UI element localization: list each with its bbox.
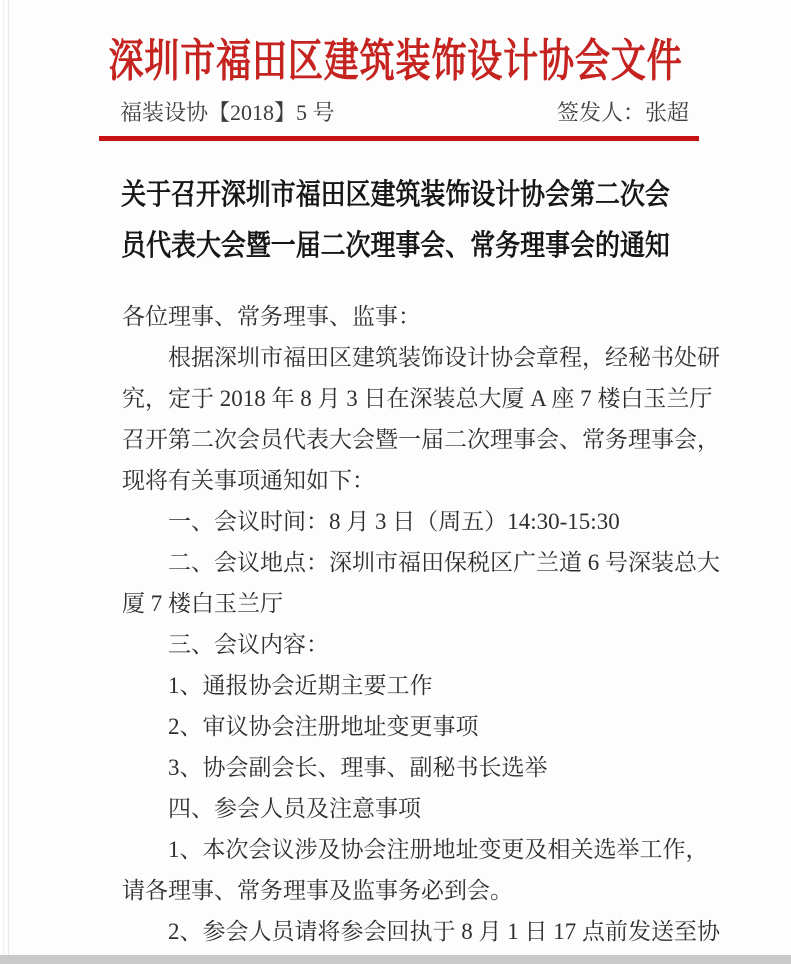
issuer-name: 签发人：张超 — [556, 100, 689, 125]
body-line: 二、会议地点：深圳市福田保税区广兰道 6 号深装总大 — [168, 550, 720, 575]
document-header-title: 深圳市福田区建筑装饰设计协会文件 — [108, 36, 683, 86]
scan-edge-line — [8, 0, 9, 964]
body-line: 2、参会人员请将参会回执于 8 月 1 日 17 点前发送至协 — [168, 919, 720, 944]
body-line: 一、会议时间：8 月 3 日（周五）14:30-15:30 — [168, 509, 620, 534]
body-line: 根据深圳市福田区建筑装饰设计协会章程，经秘书处研 — [168, 345, 720, 370]
scan-bottom-edge — [0, 955, 791, 964]
notice-title — [55, 170, 735, 272]
notice-title-line-2: 员代表大会暨一届二次理事会、常务理事会的通知 — [121, 230, 670, 262]
doc-info-row — [120, 96, 689, 127]
document-number: 福装设协【2018】5 号 — [120, 100, 335, 125]
body-line: 1、本次会议涉及协会注册地址变更及相关选举工作， — [168, 837, 709, 862]
body-line: 各位理事、常务理事、监事： — [122, 304, 421, 329]
body-line: 四、参会人员及注意事项 — [168, 796, 421, 821]
body-line: 1、通报协会近期主要工作 — [168, 673, 433, 698]
header-divider-rule — [99, 136, 699, 141]
notice-title-line-1: 关于召开深圳市福田区建筑装饰设计协会第二次会 — [121, 179, 670, 211]
scan-edge-line — [3, 0, 4, 964]
body-line: 3、协会副会长、理事、副秘书长选举 — [168, 755, 548, 780]
body-line: 召开第二次会员代表大会暨一届二次理事会、常务理事会， — [122, 427, 720, 452]
body-line: 现将有关事项通知如下： — [122, 468, 375, 493]
body-line: 2、审议协会注册地址变更事项 — [168, 714, 479, 739]
body-line: 究，定于 2018 年 8 月 3 日在深装总大厦 A 座 7 楼白玉兰厅 — [122, 386, 713, 411]
body-line: 请各理事、常务理事及监事务必到会。 — [122, 878, 513, 903]
notice-body — [122, 296, 731, 952]
body-line: 厦 7 楼白玉兰厅 — [122, 591, 283, 616]
body-line: 三、会议内容： — [168, 632, 329, 657]
